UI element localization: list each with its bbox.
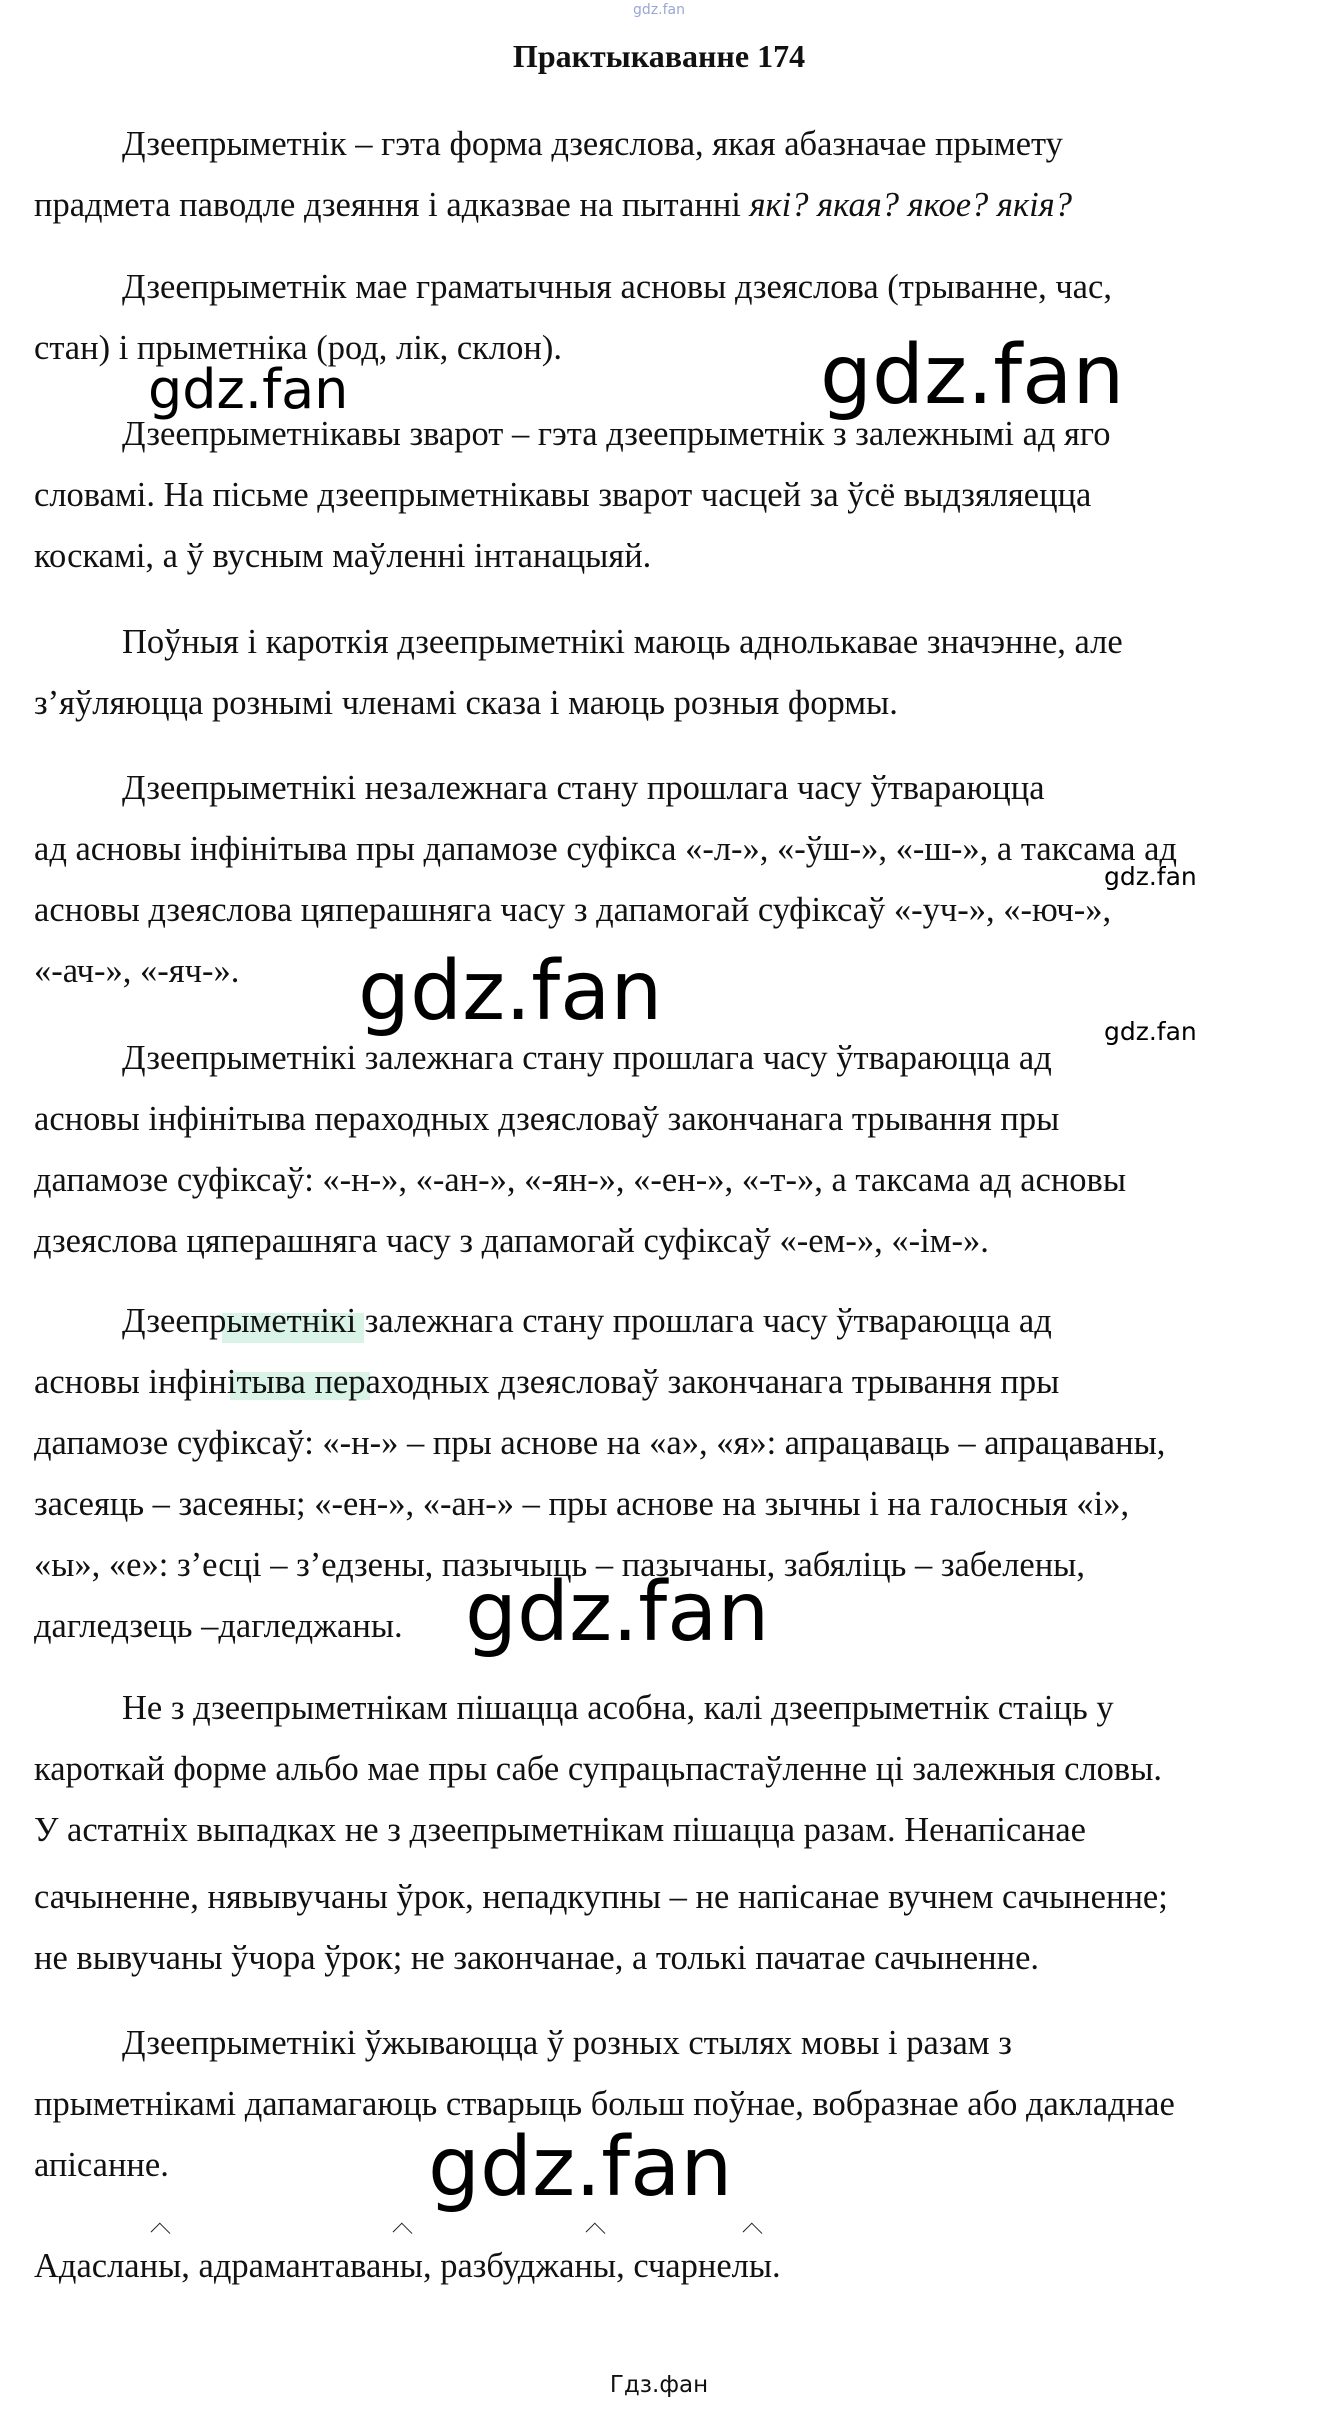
footer-watermark: Гдз.фан bbox=[609, 2372, 709, 2398]
paragraph-line: асновы інфінітыва пераходных дзеясловаў закончанага трывання пры bbox=[34, 1363, 1060, 1401]
page-title: Практыкаванне 174 bbox=[512, 38, 806, 74]
paragraph-line: прыметнікамі дапамагаюць стварыць больш поўнае, вобразнае або дакладнае bbox=[34, 2085, 1175, 2123]
paragraph-line: Дзеепрыметнік мае граматычныя асновы дзеяслова (трыванне, час, bbox=[122, 268, 1112, 306]
watermark: gdz.fan bbox=[820, 328, 1125, 423]
paragraph-line: стан) і прыметніка (род, лік, склон). bbox=[34, 329, 562, 367]
top-watermark: gdz.fan bbox=[633, 2, 685, 18]
paragraph-line: дапамозе суфіксаў: «-н-» – пры аснове на «а», «я»: апрацаваць – апрацаваны, bbox=[34, 1424, 1166, 1462]
example-line bbox=[34, 2236, 781, 2297]
paragraph-line: Дзеепрыметнікі ўжываюцца ў розных стылях мовы і разам з bbox=[122, 2024, 1012, 2062]
example-word-stem: , адрамантава bbox=[181, 2247, 382, 2285]
paragraph-line: «-ач-», «-яч-». bbox=[34, 952, 240, 990]
paragraph-line: коскамі, а ў вусным маўленні інтанацыяй. bbox=[34, 537, 652, 575]
paragraph-line bbox=[34, 175, 1072, 236]
watermark: gdz.fan bbox=[1104, 1017, 1197, 1046]
text-run: прадмета паводле дзеяння і адказвае на пытанні bbox=[34, 186, 750, 224]
paragraph-line: дапамозе суфіксаў: «-н-», «-ан-», «-ян-», «-ен-», «-т-», а таксама ад асновы bbox=[34, 1161, 1127, 1199]
paragraph-line: Дзеепрыметнікі незалежнага стану прошлага часу ўтвараюцца bbox=[122, 769, 1045, 807]
paragraph-line: ад асновы інфінітыва пры дапамозе суфікса «-л-», «-ўш-», «-ш-», а таксама ад bbox=[34, 830, 1177, 868]
example-end: . bbox=[772, 2247, 781, 2285]
paragraph-line: Поўныя і кароткія дзеепрыметнікі маюць аднолькавае значэнне, але bbox=[122, 623, 1123, 661]
paragraph-line: сачыненне, нявывучаны ўрок, непадкупны – не напісанае вучнем сачыненне; bbox=[34, 1878, 1168, 1916]
paragraph-line: Дзеепрыметнікавы зварот – гэта дзеепрыметнік з залежнымі ад яго bbox=[122, 415, 1111, 453]
paragraph-line: Дзеепрыметнікі залежнага стану прошлага часу ўтвараюцца ад bbox=[122, 1302, 1052, 1340]
watermark: gdz.fan bbox=[1104, 862, 1197, 891]
paragraph-line: кароткай форме альбо мае пры сабе супрацьпастаўленне ці залежныя словы. bbox=[34, 1750, 1163, 1788]
paragraph-line: засеяць – засеяны; «-ен-», «-ан-» – пры аснове на зычны і на галосныя «і», bbox=[34, 1485, 1130, 1523]
paragraph-line: апісанне. bbox=[34, 2146, 169, 2184]
paragraph-line: Дзеепрыметнік – гэта форма дзеяслова, якая абазначае прымету bbox=[122, 125, 1063, 163]
paragraph-line: асновы інфінітыва пераходных дзеясловаў закончанага трывання пры bbox=[34, 1100, 1060, 1138]
paragraph-line: словамі. На пісьме дзеепрыметнікавы зварот часцей за ўсё выдзяляецца bbox=[34, 476, 1092, 514]
paragraph-line: асновы дзеяслова цяперашняга часу з дапамогай суфіксаў «-уч-», «-юч-», bbox=[34, 891, 1112, 929]
example-word-stem: , разбуджа bbox=[422, 2247, 575, 2285]
paragraph-line: дзеяслова цяперашняга часу з дапамогай суфіксаў «-ем-», «-ім-». bbox=[34, 1222, 989, 1260]
accented-ending: ны bbox=[140, 2236, 182, 2297]
paragraph-line: дагледзець –дагледжаны. bbox=[34, 1607, 403, 1645]
watermark: gdz.fan bbox=[465, 1565, 770, 1660]
accented-ending: лы bbox=[732, 2236, 772, 2297]
paragraph-line: з’яўляюцца рознымі членамі сказа і маюць розныя формы. bbox=[34, 684, 898, 722]
paragraph-line: Дзеепрыметнікі залежнага стану прошлага часу ўтвараюцца ад bbox=[122, 1039, 1052, 1077]
paragraph-line: «ы», «е»: з’есці – з’едзены, пазычыць – пазычаны, забяліць – забелены, bbox=[34, 1546, 1085, 1584]
watermark: gdz.fan bbox=[148, 358, 349, 421]
watermark: gdz.fan bbox=[358, 944, 663, 1039]
example-word-stem: Адасла bbox=[34, 2247, 140, 2285]
accented-ending: ны bbox=[574, 2236, 616, 2297]
watermark: gdz.fan bbox=[428, 2120, 733, 2215]
italic-questions: які? якая? якое? якія? bbox=[749, 186, 1072, 224]
example-word-stem: , счарне bbox=[616, 2247, 732, 2285]
paragraph-line: У астатніх выпадках не з дзеепрыметнікам пішацца разам. Ненапісанае bbox=[34, 1811, 1086, 1849]
accented-ending: ны bbox=[381, 2236, 423, 2297]
paragraph-line: не вывучаны ўчора ўрок; не закончанае, а толькі пачатае сачыненне. bbox=[34, 1939, 1040, 1977]
paragraph-line: Не з дзеепрыметнікам пішацца асобна, калі дзеепрыметнік стаіць у bbox=[122, 1689, 1114, 1727]
